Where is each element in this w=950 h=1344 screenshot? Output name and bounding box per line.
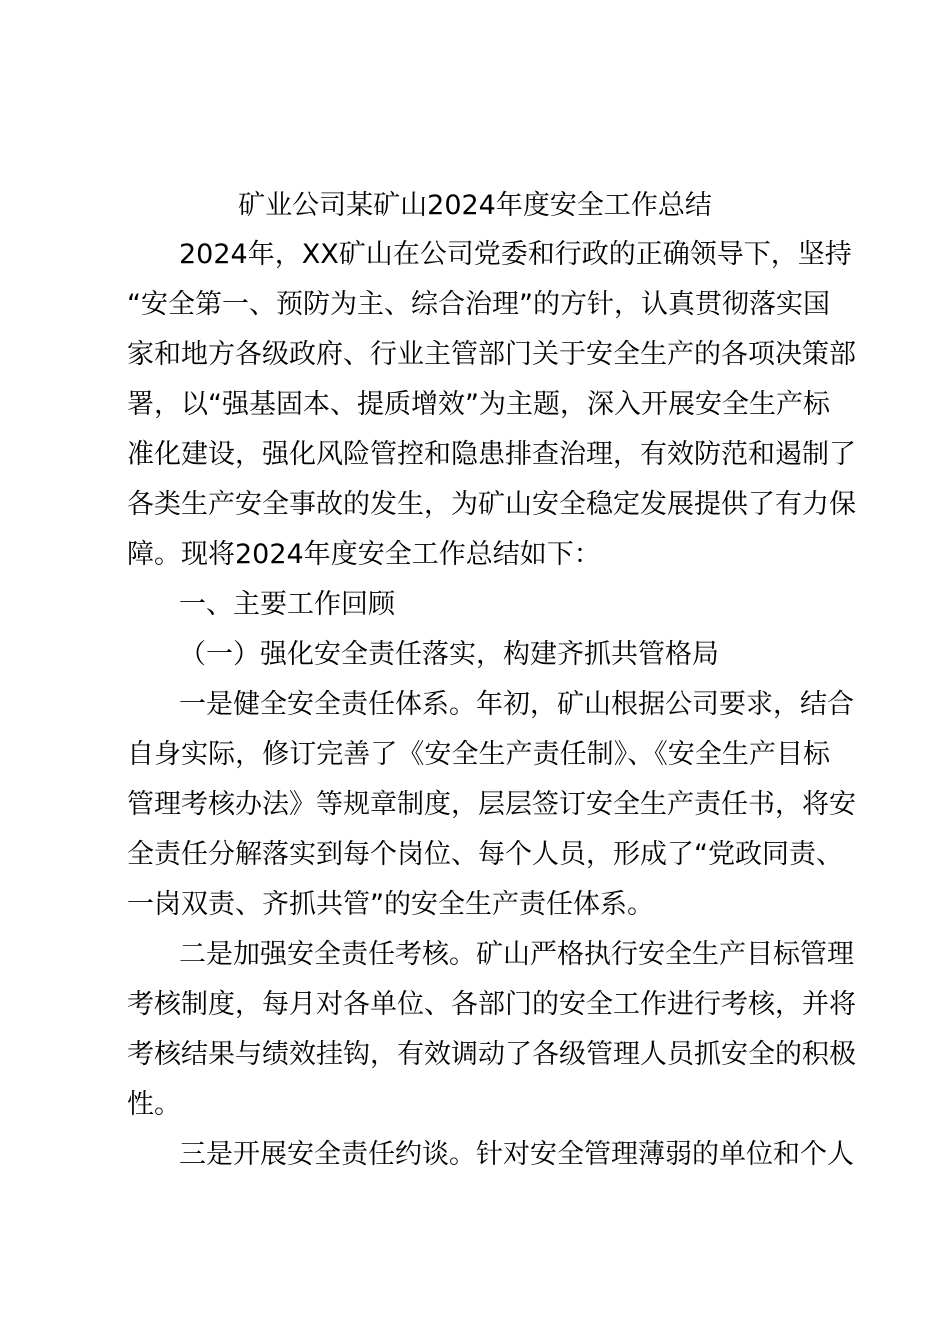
paragraph-line: 一是健全安全责任体系。年初，矿山根据公司要求，结合: [179, 689, 854, 720]
paragraph-line: 考核制度，每月对各单位、各部门的安全工作进行考核，并将: [127, 989, 856, 1020]
paragraph-line: 自身实际，修订完善了《安全生产责任制》、《安全生产目标: [127, 739, 830, 770]
document-title: 矿业公司某矿山2024年度安全工作总结: [238, 190, 712, 221]
subsection-heading: （一）强化安全责任落实，构建齐抓共管格局: [179, 639, 719, 670]
paragraph-line: 障。现将2024年度安全工作总结如下：: [127, 539, 601, 570]
paragraph-line: 一岗双责、齐抓共管”的安全生产责任体系。: [127, 889, 654, 920]
paragraph-line: 2024年，XX矿山在公司党委和行政的正确领导下，坚持: [179, 239, 852, 270]
paragraph-line: 二是加强安全责任考核。矿山严格执行安全生产目标管理: [179, 939, 854, 970]
paragraph-line: 管理考核办法》等规章制度，层层签订安全生产责任书，将安: [127, 789, 856, 820]
paragraph-line: 准化建设，强化风险管控和隐患排查治理，有效防范和遏制了: [127, 439, 856, 470]
paragraph-line: 考核结果与绩效挂钩，有效调动了各级管理人员抓安全的积极: [127, 1039, 856, 1070]
paragraph-line: 署，以“强基固本、提质增效”为主题，深入开展安全生产标: [127, 389, 830, 420]
paragraph-line: 家和地方各级政府、行业主管部门关于安全生产的各项决策部: [127, 339, 856, 370]
paragraph-line: 全责任分解落实到每个岗位、每个人员，形成了“党政同责、: [127, 839, 843, 870]
paragraph-line: 三是开展安全责任约谈。针对安全管理薄弱的单位和个人: [179, 1139, 854, 1170]
paragraph-line: 性。: [127, 1089, 181, 1120]
paragraph-line: “安全第一、预防为主、综合治理”的方针，认真贯彻落实国: [127, 289, 830, 320]
section-heading: 一、主要工作回顾: [179, 589, 395, 620]
paragraph-line: 各类生产安全事故的发生，为矿山安全稳定发展提供了有力保: [127, 489, 856, 520]
